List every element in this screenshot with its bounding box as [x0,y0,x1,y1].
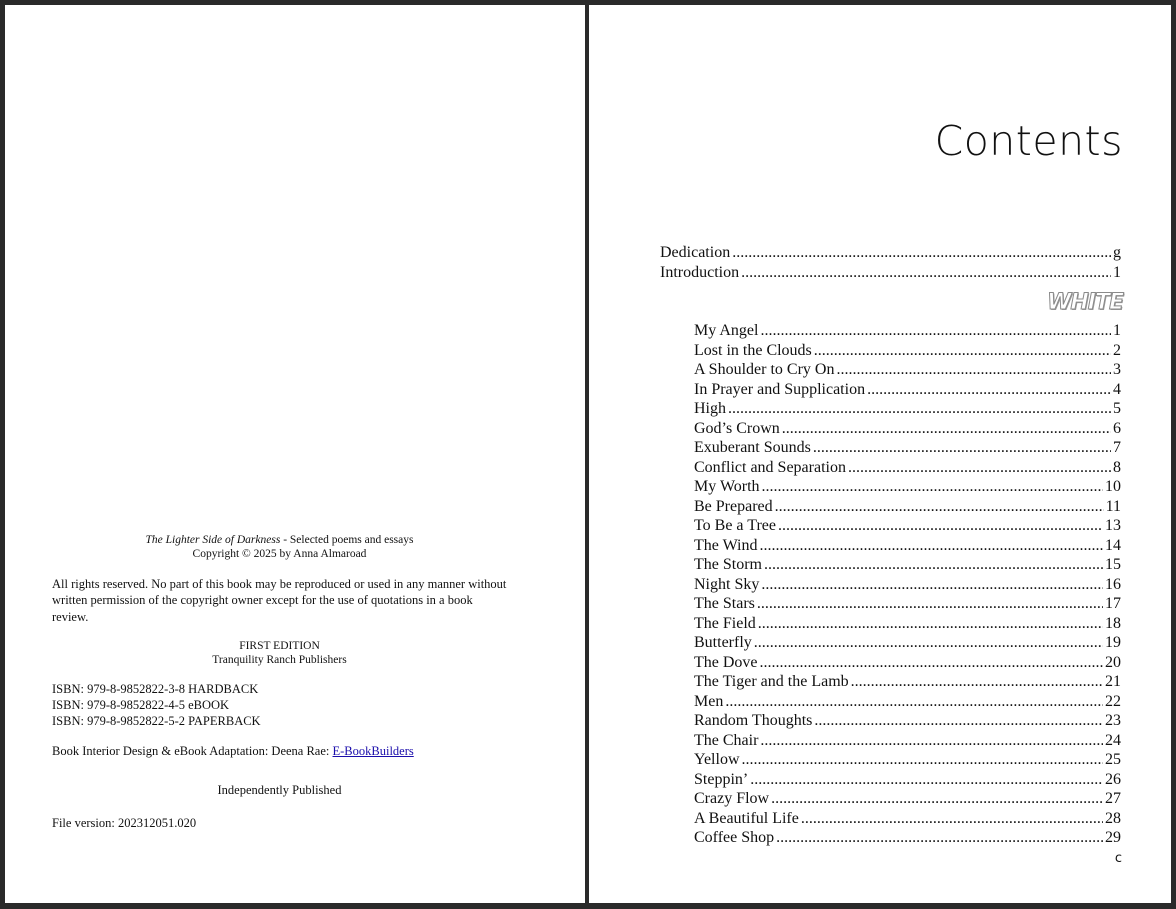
toc-entry-page: 21 [1105,673,1121,690]
toc-entry-title: The Stars [694,595,755,612]
toc-entry[interactable] [694,672,1121,692]
toc-entry-page: 23 [1105,712,1121,729]
toc-entry[interactable] [694,692,1121,712]
toc-entry[interactable] [694,653,1121,673]
toc-entry[interactable] [694,789,1121,809]
toc-leader-dots [764,555,1103,575]
toc-entry-title: Conflict and Separation [694,458,846,476]
toc-leader-dots [814,341,1111,361]
toc-entry-page: 2 [1113,341,1121,359]
toc-leader-dots [762,477,1103,497]
toc-entry[interactable] [694,477,1121,497]
independently-published: Independently Published [217,782,342,797]
toc-entry[interactable] [694,497,1121,517]
toc-entry-page: 1 [1113,322,1121,339]
toc-leader-dots [760,731,1103,751]
isbn-hardback: ISBN: 979-8-9852822-3-8 HARDBACK [52,681,259,696]
toc-leader-dots [760,653,1103,673]
toc-entry[interactable] [694,575,1121,595]
toc-entry-title: The Dove [694,653,758,671]
toc-entry-title: The Tiger and the Lamb [694,673,849,690]
toc-entry-page: 24 [1105,731,1121,749]
toc-entry-title: Lost in the Clouds [694,341,812,359]
toc-entry-title: Introduction [660,263,740,281]
toc-entry[interactable] [694,633,1121,653]
toc-entry[interactable] [694,594,1121,614]
toc-entry-page: 15 [1105,556,1121,573]
toc-entry-title: Butterfly [694,634,752,651]
toc-entry-title: My Worth [694,478,760,495]
toc-leader-dots [728,399,1111,419]
toc-entry-page: 7 [1113,439,1121,456]
toc-leader-dots [757,594,1103,614]
toc-entry-page: 25 [1105,751,1121,768]
toc-leader-dots [775,497,1104,517]
isbn-list [52,681,507,729]
toc-entry[interactable] [694,341,1121,361]
toc-entry-title: The Field [694,614,756,632]
toc-entry[interactable] [694,750,1121,770]
toc-entry-title: Steppin’ [694,770,749,788]
toc-entry-title: A Shoulder to Cry On [694,361,835,378]
toc-entry-title: Be Prepared [694,497,773,515]
toc-entry-title: My Angel [694,322,759,339]
toc-entry[interactable] [694,614,1121,634]
toc-leader-dots [761,575,1103,595]
copyright-block [52,533,507,831]
toc-leader-dots [754,633,1103,653]
toc-entry-page: 29 [1105,829,1121,846]
toc-entry-page: 14 [1105,536,1121,554]
toc-entry-page: 13 [1105,517,1121,534]
toc-leader-dots [776,828,1103,848]
toc-leader-dots [771,789,1103,809]
toc-entry-title: In Prayer and Supplication [694,380,866,398]
toc-entry-title: Dedication [660,244,731,261]
toc-entry-title: Yellow [694,751,740,768]
contents-heading: Contents [934,117,1123,165]
toc-entry-page: 20 [1105,653,1121,671]
toc-leader-dots [867,380,1111,400]
toc-entry-title: Exuberant Sounds [694,439,811,456]
toc-front-matter [660,243,1121,282]
toc-entry-title: High [694,400,726,417]
toc-entry[interactable] [694,360,1121,380]
page-number: c [1114,851,1122,866]
toc-leader-dots [801,809,1103,829]
toc-entry[interactable] [694,458,1121,478]
toc-leader-dots [741,263,1111,283]
toc-entry-title: The Wind [694,536,758,554]
toc-entry-page: 6 [1113,419,1121,437]
toc-entry[interactable] [694,399,1121,419]
toc-entry[interactable] [694,809,1121,829]
toc-entry[interactable] [660,243,1121,263]
rights-statement: All rights reserved. No part of this book may be reproduced or used in any manner without written permission of the copyright owner except for the use of quotations in a book review. [52,577,507,624]
toc-entry-page: 4 [1113,380,1121,398]
toc-entry-title: To Be a Tree [694,517,776,534]
publisher: Tranquility Ranch Publishers [212,653,347,666]
toc-entry-title: The Storm [694,556,762,573]
toc-entry-page: 27 [1105,790,1121,807]
toc-entry[interactable] [694,419,1121,439]
toc-entry-page: 3 [1113,361,1121,378]
toc-entry-page: 10 [1105,478,1121,495]
toc-list [694,321,1121,848]
toc-entry[interactable] [694,770,1121,790]
toc-leader-dots [851,672,1103,692]
toc-entry-title: Coffee Shop [694,829,775,846]
toc-entry-title: A Beautiful Life [694,809,799,827]
toc-entry-page: 11 [1105,497,1121,515]
toc-entry[interactable] [694,731,1121,751]
copyright-page [5,5,585,903]
toc-entry-page: 1 [1113,263,1121,281]
book-title-line [52,533,507,547]
toc-leader-dots [778,516,1103,536]
toc-entry-page: 16 [1105,575,1121,593]
contents-page [589,5,1171,903]
toc-entry[interactable] [694,711,1121,731]
toc-entry[interactable] [694,321,1121,341]
toc-leader-dots [760,536,1104,556]
toc-leader-dots [732,243,1111,263]
toc-leader-dots [725,692,1103,712]
toc-entry-page: 5 [1113,400,1121,417]
toc-entry-title: Night Sky [694,575,760,593]
toc-entry-page: 26 [1105,770,1121,788]
toc-entry[interactable] [694,438,1121,458]
toc-leader-dots [742,750,1104,770]
toc-entry-title: Men [694,692,724,710]
toc-entry[interactable] [660,263,1121,283]
toc-leader-dots [760,321,1111,341]
edition: FIRST EDITION [239,639,320,652]
toc-entry-title: The Chair [694,731,759,749]
toc-leader-dots [750,770,1103,790]
toc-entry-title: God’s Crown [694,419,780,437]
design-credit [52,743,507,759]
toc-leader-dots [848,458,1111,478]
section-label-white: WHITE [1047,290,1123,315]
toc-leader-dots [813,438,1111,458]
copyright-notice: Copyright © 2025 by Anna Almaroad [192,548,367,560]
book-title: The Lighter Side of Darkness [145,534,281,546]
toc-entry-title: Crazy Flow [694,790,770,807]
toc-entry-page: 28 [1105,809,1121,827]
toc-entry-page: g [1113,244,1121,261]
toc-entry-page: 17 [1105,595,1121,612]
toc-entry-page: 18 [1105,614,1121,632]
toc-entry[interactable] [694,536,1121,556]
toc-entry[interactable] [694,555,1121,575]
toc-entry-title: Random Thoughts [694,712,813,729]
isbn-ebook: ISBN: 979-8-9852822-4-5 eBOOK [52,697,230,712]
toc-entry[interactable] [694,828,1121,848]
toc-leader-dots [814,711,1103,731]
design-credit-text: Book Interior Design & eBook Adaptation: Deena Rae: [52,743,333,758]
toc-leader-dots [782,419,1111,439]
toc-leader-dots [758,614,1103,634]
file-version: File version: 202312051.020 [52,815,197,830]
book-subtitle: - Selected poems and essays [280,534,414,546]
toc-entry-page: 22 [1105,692,1121,710]
toc-entry[interactable] [694,380,1121,400]
ebookbuilders-link[interactable]: E-BookBuilders [332,743,414,758]
toc-entry[interactable] [694,516,1121,536]
toc-leader-dots [836,360,1111,380]
toc-entry-page: 19 [1105,634,1121,651]
isbn-paperback: ISBN: 979-8-9852822-5-2 PAPERBACK [52,713,261,728]
toc-entry-page: 8 [1113,458,1121,476]
